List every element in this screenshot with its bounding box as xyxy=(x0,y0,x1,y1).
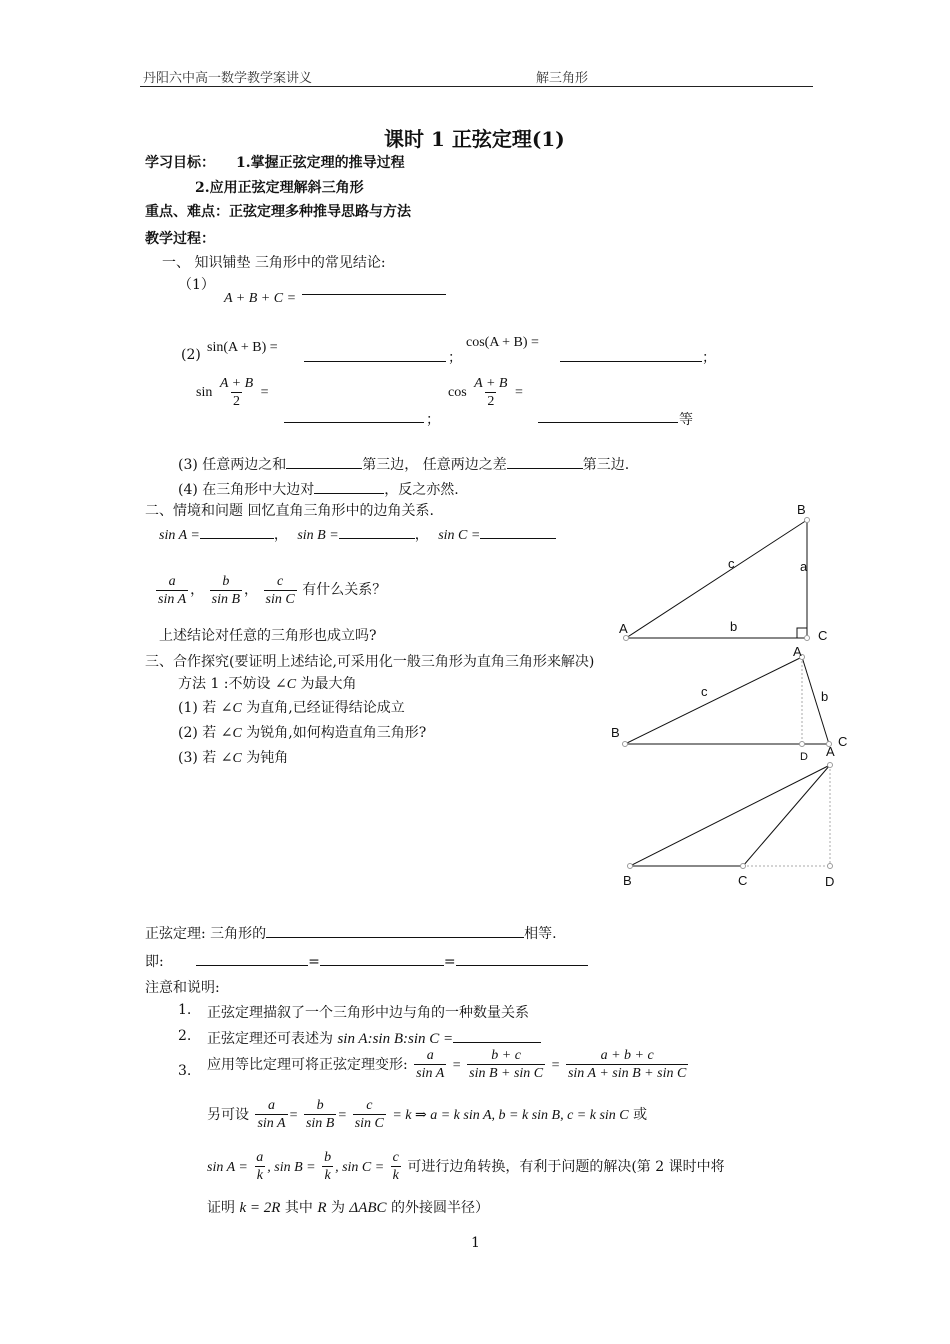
notes-label: 注意和说明: xyxy=(145,980,220,996)
cos-sum: cos(A + B) = xyxy=(466,335,539,350)
label-C: C xyxy=(818,628,828,643)
right-triangle-shape xyxy=(626,520,807,638)
sinC-frac-den: k xyxy=(392,1168,399,1183)
eq-2: = xyxy=(514,385,523,401)
sinA-blank xyxy=(200,524,274,539)
angle-C-3: ∠C xyxy=(220,726,242,741)
sin-half-label: sin xyxy=(196,385,213,401)
ji-blank-2 xyxy=(320,951,444,966)
vertex-B2 xyxy=(623,742,628,747)
half-num-2: A + B xyxy=(474,376,508,391)
method-1: 方法 1 :不妨设 xyxy=(178,676,271,692)
frac-c-den: sin C xyxy=(265,592,295,607)
semi-2: ； xyxy=(702,350,716,366)
label2-c: c xyxy=(701,684,708,699)
proof-2: 其中 xyxy=(284,1200,313,1216)
ratio-n3: a + b + c xyxy=(600,1048,654,1063)
note-3: 应用等比定理可将正弦定理变形: xyxy=(207,1057,408,1073)
k-tail: = k ⇒ a = k sin A, b = k sin B, c = k sin C xyxy=(392,1108,629,1123)
s1-p3-end: 第三边. xyxy=(582,457,630,473)
ji-blank-1 xyxy=(196,951,308,966)
proof-1: 证明 xyxy=(207,1200,235,1216)
frac-a-num: a xyxy=(168,574,176,589)
label3-D: D xyxy=(825,874,835,889)
angle-C-4: ∠C xyxy=(220,751,242,766)
sinC-eq: , sin C = xyxy=(335,1160,385,1175)
goal-2: 2.应用正弦定理解斜三角形 xyxy=(195,180,364,196)
frac-b-num: b xyxy=(222,574,230,589)
label2-A: A xyxy=(793,645,802,659)
case-2-end: 为锐角,如何构造直角三角形? xyxy=(246,725,427,741)
label-a: a xyxy=(800,559,808,574)
k-d2: sin B xyxy=(305,1116,335,1131)
method-1-end: 为最大角 xyxy=(300,676,357,692)
sin-half-blank xyxy=(284,408,424,423)
frac-b-den: sin B xyxy=(211,592,241,607)
note-1-num: 1. xyxy=(178,1002,192,1018)
sinA-eq: sin A = xyxy=(207,1160,248,1175)
goals-label: 学习目标： xyxy=(145,155,215,171)
deng-text: 等 xyxy=(679,412,693,428)
note-3-num: 3. xyxy=(178,1063,192,1079)
comma-3: ， xyxy=(190,583,205,599)
note-2: 正弦定理还可表述为 xyxy=(207,1031,333,1047)
sinB-frac-den: k xyxy=(324,1168,331,1183)
sinB-frac-num: b xyxy=(324,1150,332,1165)
k-frac-2 xyxy=(304,1098,336,1132)
frac-a-sinA xyxy=(156,574,188,608)
k-n1: a xyxy=(268,1098,276,1113)
s1-p2-num: (2) xyxy=(181,347,201,363)
note-2-num: 2. xyxy=(178,1028,192,1044)
sinB-label: sin B = xyxy=(297,528,339,543)
k-d3: sin C xyxy=(354,1116,384,1131)
sin-sum: sin(A + B) = xyxy=(207,340,278,355)
half-fraction-1 xyxy=(218,376,255,410)
sinC-label: sin C = xyxy=(438,528,481,543)
proof-4: 的外接圆半径） xyxy=(390,1200,489,1216)
sinC-frac xyxy=(391,1150,401,1184)
half-fraction-2 xyxy=(472,376,509,410)
label2-b: b xyxy=(821,689,829,704)
vertex3-B xyxy=(628,864,633,869)
theorem-ji: 即: xyxy=(145,954,164,970)
sinC-blank xyxy=(480,524,556,539)
half-num-1: A + B xyxy=(219,376,254,391)
side-BA xyxy=(625,657,802,744)
k-n2: b xyxy=(316,1098,324,1113)
frac-b-sinB xyxy=(210,574,242,608)
vertex-B xyxy=(805,518,810,523)
angle-C-1: ∠C xyxy=(274,677,297,692)
half-den-1: 2 xyxy=(233,394,240,409)
note-2-blank xyxy=(453,1028,541,1043)
ratio-d3: sin A + sin B + sin C xyxy=(567,1066,687,1081)
triangle-ABC: ΔABC xyxy=(349,1200,387,1216)
header-right: 解三角形 xyxy=(536,71,589,86)
theorem-end: 相等. xyxy=(524,926,557,942)
side3-BA xyxy=(630,765,830,866)
cos-half-label: cos xyxy=(448,385,467,401)
ji-eq-2: = xyxy=(443,954,456,970)
sinB-blank xyxy=(339,524,415,539)
ratio-frac-1 xyxy=(414,1048,446,1082)
ji-eq-1: = xyxy=(308,954,320,970)
theorem-blank xyxy=(266,923,524,938)
ratio-d2: sin B + sin C xyxy=(469,1066,544,1081)
k-d1: sin A xyxy=(257,1116,286,1131)
side3-CA xyxy=(743,765,830,866)
case-3: (3) 若 xyxy=(178,750,217,766)
p4-blank xyxy=(314,479,384,494)
ratio-n2: b + c xyxy=(491,1048,521,1063)
ask-general: 上述结论对任意的三角形也成立吗? xyxy=(159,628,377,644)
eq-1: = xyxy=(260,385,269,401)
case-2: (2) 若 xyxy=(178,725,217,741)
sinB-frac xyxy=(322,1150,333,1184)
sinA-frac xyxy=(254,1150,265,1184)
label3-B: B xyxy=(623,873,632,888)
comma-2: ， xyxy=(414,528,429,543)
sinA-frac-num: a xyxy=(256,1150,264,1165)
header-rule xyxy=(140,86,813,87)
figure-right-triangle xyxy=(600,495,850,650)
cos-sum-blank xyxy=(560,347,702,362)
section-1-title: 一、 知识铺垫 三角形中的常见结论: xyxy=(162,255,386,271)
sinA-frac-den: k xyxy=(256,1168,263,1183)
goal-1: 1.掌握正弦定理的推导过程 xyxy=(236,155,405,171)
frac-a-den: sin A xyxy=(158,592,187,607)
s1-p4: (4) 在三角形中大边对 xyxy=(178,482,315,498)
header-left: 丹阳六中高一数学教学案讲义 xyxy=(143,71,313,86)
k-n3: c xyxy=(366,1098,373,1113)
page-title: 课时 1 正弦定理(1) xyxy=(384,127,565,151)
label-A: A xyxy=(619,621,628,636)
sinB-eq: , sin B = xyxy=(267,1160,316,1175)
s1-p1-expr: A + B + C = xyxy=(224,291,297,306)
case-3-end: 为钝角 xyxy=(246,750,289,766)
figure-obtuse-triangle xyxy=(610,755,850,895)
ratio-d1: sin A xyxy=(416,1066,445,1081)
label2-B: B xyxy=(611,725,620,740)
vertex3-C xyxy=(741,864,746,869)
frac-c-num: c xyxy=(277,574,284,589)
vertex-D2 xyxy=(800,742,805,747)
vertex3-A xyxy=(828,763,833,768)
comma-4: ， xyxy=(244,583,259,599)
frac-c-sinC xyxy=(264,574,297,608)
s1-p3: (3) 任意两边之和 xyxy=(178,457,287,473)
cos-half-blank xyxy=(538,408,678,423)
ratio-n1: a xyxy=(426,1048,434,1063)
semi-1: ； xyxy=(448,350,462,366)
k-frac-3 xyxy=(353,1098,386,1132)
label-b: b xyxy=(730,619,738,634)
sinA-label: sin A = xyxy=(159,528,200,543)
sin-sum-blank xyxy=(304,347,446,362)
vertex3-D xyxy=(828,864,833,869)
section-2-title: 二、情境和问题 回忆直角三角形中的边角关系. xyxy=(145,503,434,519)
angle-C-2: ∠C xyxy=(220,701,242,716)
case-1: (1) 若 xyxy=(178,700,217,716)
or-text: 或 xyxy=(633,1107,648,1123)
k-frac-1 xyxy=(255,1098,287,1132)
ratio-frac-2 xyxy=(467,1048,545,1082)
ratio-frac-3 xyxy=(566,1048,688,1082)
p3-blank-1 xyxy=(286,454,362,469)
label-c: c xyxy=(728,556,735,571)
s1-p1-blank xyxy=(302,280,446,295)
s1-p1-num: （1） xyxy=(178,277,215,293)
vertex-C xyxy=(805,636,810,641)
process-label: 教学过程： xyxy=(145,231,215,247)
R-symbol: R xyxy=(317,1200,327,1216)
p3-blank-2 xyxy=(507,454,583,469)
figure-acute-triangle xyxy=(605,645,855,765)
half-den-2: 2 xyxy=(487,394,495,409)
comma-1: ， xyxy=(273,528,288,543)
ji-blank-3 xyxy=(456,951,588,966)
note-3-tail: 可进行边角转换，有利于问题的解决(第 2 课时中将 xyxy=(407,1159,725,1175)
s1-p3-mid: 第三边， 任意两边之差 xyxy=(362,457,507,473)
ask-relation: 有什么关系？ xyxy=(302,582,387,599)
also-label: 另可设 xyxy=(207,1107,249,1123)
label2-C: C xyxy=(838,734,848,749)
note-2-math: sin A:sin B:sin C = xyxy=(337,1031,454,1047)
label-B: B xyxy=(797,502,806,517)
vertex-A xyxy=(624,636,629,641)
note-1: 正弦定理描叙了一个三角形中边与角的一种数量关系 xyxy=(207,1005,529,1021)
sinC-frac-num: c xyxy=(392,1150,399,1165)
label3-C: C xyxy=(738,873,748,888)
label2-A-low: A xyxy=(826,744,835,759)
proof-3: 为 xyxy=(330,1200,345,1216)
case-1-end: 为直角,已经证得结论成立 xyxy=(246,700,405,716)
semi-3: ； xyxy=(426,412,440,428)
label2-D: D xyxy=(800,751,808,763)
page-number: 1 xyxy=(471,1235,480,1251)
key-points: 重点、难点：正弦定理多种推导思路与方法 xyxy=(145,204,411,220)
section-3-title: 三、合作探究(要证明上述结论,可采用化一般三角形为直角三角形来解决) xyxy=(145,654,595,670)
theorem-label: 正弦定理: 三角形的 xyxy=(145,926,267,942)
k-eq-2R: k = 2R xyxy=(239,1200,281,1216)
s1-p4-end: ，反之亦然. xyxy=(384,482,459,498)
